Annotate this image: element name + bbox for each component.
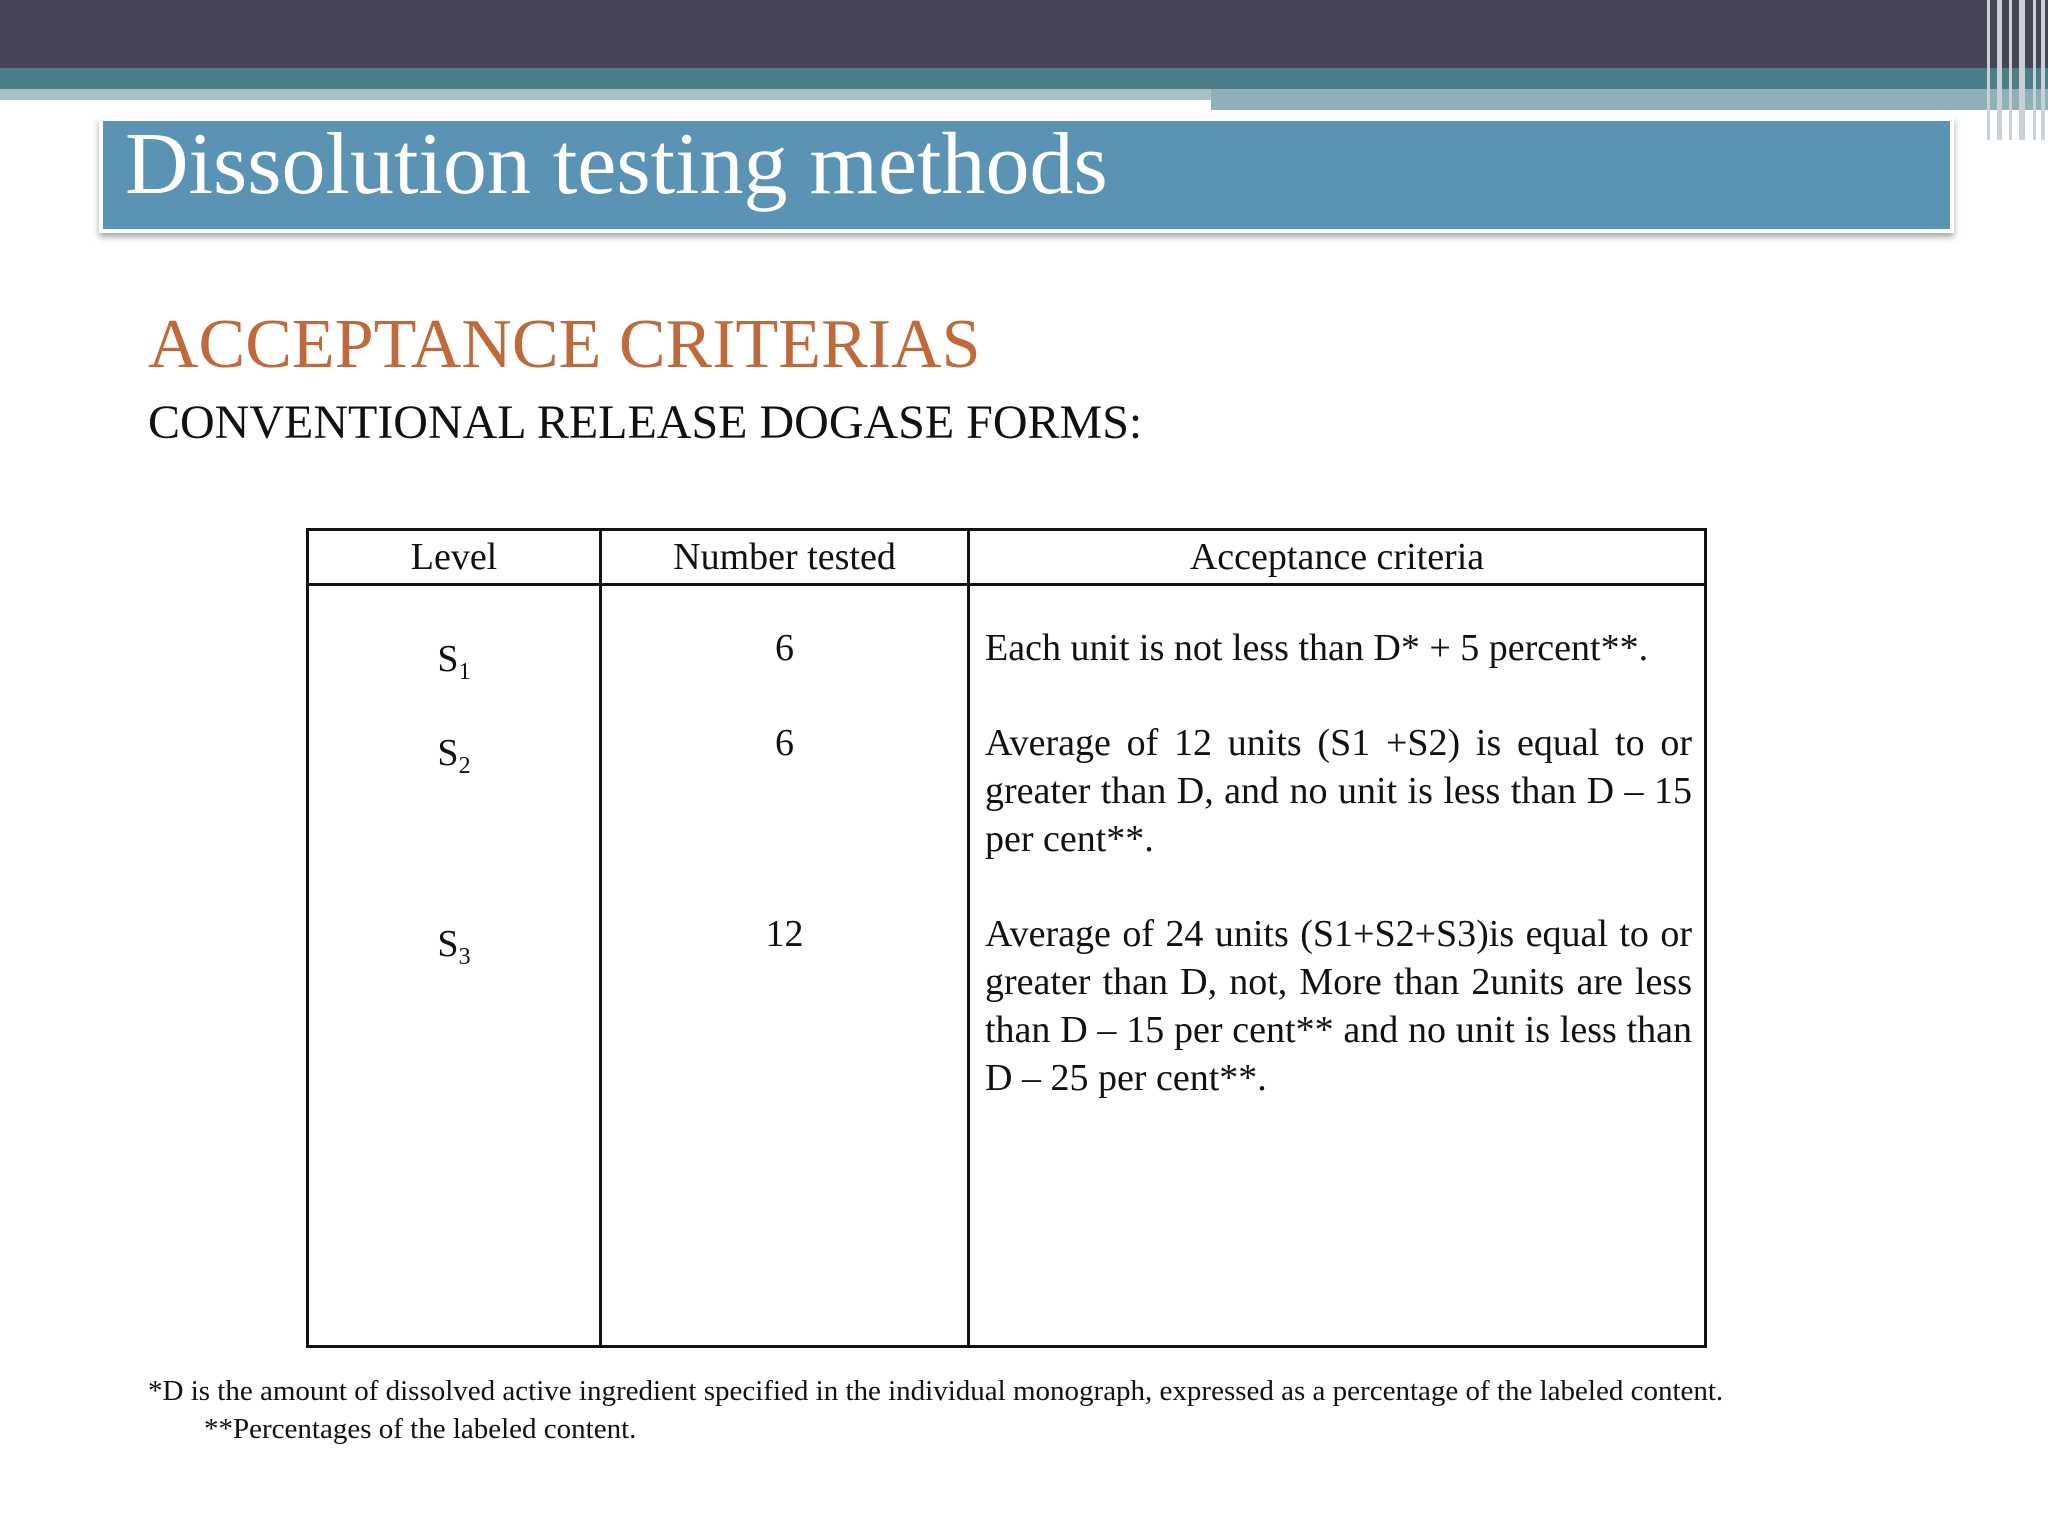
header-acceptance-criteria: Acceptance criteria [1189, 536, 1485, 578]
table-row-criteria: Average of 24 units (S1+S2+S3)is equal to or greater than D, not, More than 2units are less than D – 15 per cent** and no unit is less than D – 25 per cent**. [985, 913, 1692, 1099]
table-row-level: $S_3$ [437, 923, 471, 970]
acceptance-table [306, 528, 1707, 1348]
table-divider [967, 531, 970, 1345]
header-stripe-light [0, 89, 1211, 100]
section-label: CONVENTIONAL RELEASE DOGASE FORMS: [148, 396, 1143, 449]
header-stripe [0, 68, 2048, 89]
header-number-tested: Number tested [673, 536, 896, 578]
edge-lines-decoration [1983, 0, 2048, 140]
table-row-number: 6 [775, 722, 794, 764]
footnote-percentages: **Percentages of the labeled content. [204, 1413, 637, 1445]
table-row-level: $S_1$ [437, 638, 471, 685]
footnote-d-definition: *D is the amount of dissolved active ingredient specified in the individual monograph, expressed as a percentage of the labeled content. [148, 1375, 1724, 1407]
slide-title: Dissolution testing methods [125, 116, 1108, 213]
table-row-number: 12 [765, 913, 804, 955]
table-row-criteria: Average of 12 units (S1 +S2) is equal to or greater than D, and no unit is less than D – 15 per cent**. [985, 722, 1692, 860]
slide-subtitle: ACCEPTANCE CRITERIAS [148, 306, 981, 383]
header-stripe-right [1211, 89, 2048, 110]
table-header-divider [309, 583, 1704, 586]
table-row-criteria: Each unit is not less than D* + 5 percent**. [985, 627, 1649, 669]
table-row-level: $S_2$ [437, 732, 471, 779]
table-row-number: 6 [775, 627, 794, 669]
header-level: Level [410, 536, 498, 578]
top-bar [0, 0, 2048, 68]
